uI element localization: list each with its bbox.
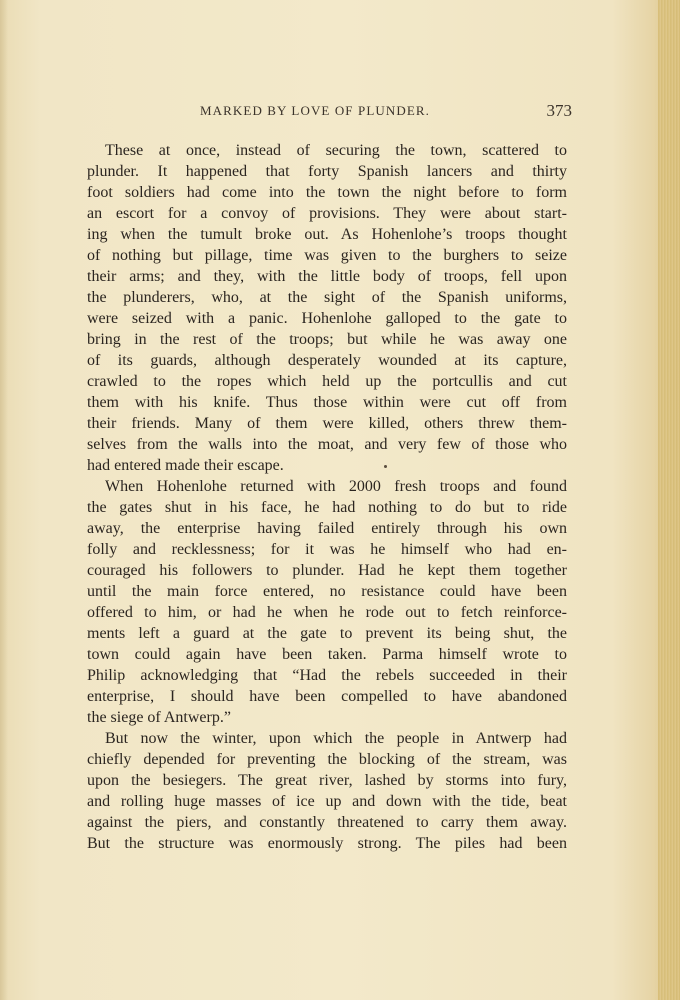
ink-speck: [384, 465, 387, 468]
page-edge-stack: [658, 0, 680, 1000]
text-line: upon the besiegers. The great river, lashed by storms into fury,: [87, 772, 567, 789]
text-line: foot soldiers had come into the town the night before to form: [87, 184, 567, 201]
text-line: Philip acknowledging that “Had the rebels succeeded in their: [87, 667, 567, 684]
text-line: But now the winter, upon which the people in Antwerp had: [105, 730, 567, 747]
text-line: of its guards, although desperately wounded at its capture,: [87, 352, 567, 369]
text-line: crawled to the ropes which held up the portcullis and cut: [87, 373, 567, 390]
text-line: away, the enterprise having failed entirely through his own: [87, 520, 567, 537]
text-line: were seized with a panic. Hohenlohe galloped to the gate to: [87, 310, 567, 327]
page-gutter-shadow: [0, 0, 8, 1000]
text-line: an escort for a convoy of provisions. They were about start-: [87, 205, 567, 222]
page-number: 373: [546, 101, 572, 120]
body-text: [87, 140, 567, 854]
page-header: [110, 103, 572, 123]
text-line: their arms; and they, with the little body of troops, fell upon: [87, 268, 567, 285]
text-line: and rolling huge masses of ice up and down with the tide, beat: [87, 793, 567, 810]
text-line: plunder. It happened that forty Spanish lancers and thirty: [87, 163, 567, 180]
text-line: But the structure was enormously strong. The piles had been: [87, 835, 567, 852]
text-line: until the main force entered, no resistance could have been: [87, 583, 567, 600]
text-line: had entered made their escape.: [87, 457, 284, 474]
text-line: couraged his followers to plunder. Had he kept them together: [87, 562, 567, 579]
text-line: of nothing but pillage, time was given to the burghers to seize: [87, 247, 567, 264]
text-line: enterprise, I should have been compelled to have abandoned: [87, 688, 567, 705]
text-line: These at once, instead of securing the town, scattered to: [105, 142, 567, 159]
text-line: ing when the tumult broke out. As Hohenlohe’s troops thought: [87, 226, 567, 243]
text-line: offered to him, or had he when he rode out to fetch reinforce-: [87, 604, 567, 621]
text-line: folly and recklessness; for it was he himself who had en-: [87, 541, 567, 558]
text-line: against the piers, and constantly threatened to carry them away.: [87, 814, 567, 831]
text-line: the gates shut in his face, he had nothing to do but to ride: [87, 499, 567, 516]
text-line: selves from the walls into the moat, and very few of those who: [87, 436, 567, 453]
text-line: their friends. Many of them were killed, others threw them-: [87, 415, 567, 432]
text-line: the siege of Antwerp.”: [87, 709, 231, 726]
text-line: the plunderers, who, at the sight of the Spanish uniforms,: [87, 289, 567, 306]
text-line: ments left a guard at the gate to prevent its being shut, the: [87, 625, 567, 642]
running-head: MARKED BY LOVE OF PLUNDER.: [200, 103, 430, 118]
text-line: chiefly depended for preventing the blocking of the stream, was: [87, 751, 567, 768]
text-line: When Hohenlohe returned with 2000 fresh troops and found: [105, 478, 567, 495]
text-line: town could again have been taken. Parma himself wrote to: [87, 646, 567, 663]
text-line: them with his knife. Thus those within were cut off from: [87, 394, 567, 411]
text-line: bring in the rest of the troops; but while he was away one: [87, 331, 567, 348]
